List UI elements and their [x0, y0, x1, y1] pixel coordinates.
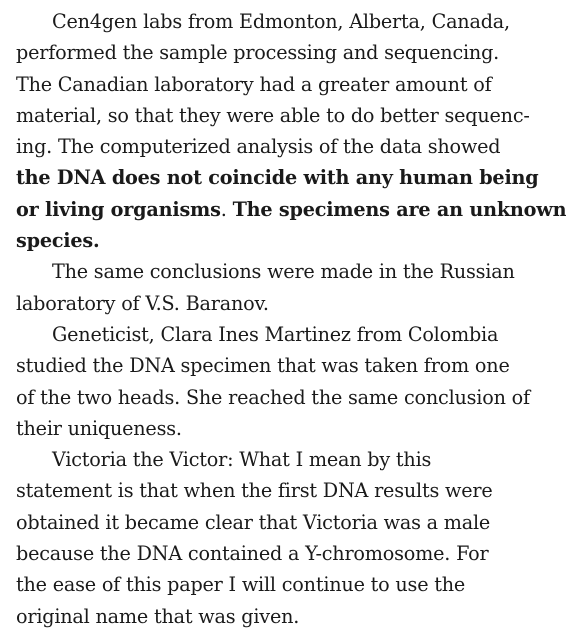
- paragraph-russian-lab: [16, 256, 527, 319]
- emphasis-text: or living organisms: [16, 197, 221, 221]
- text-line: Cen4gen labs from Edmonton, Alberta, Canada,: [52, 10, 510, 33]
- text-line: The same conclusions were made in the Russian: [52, 260, 515, 284]
- text-line: original name that was given.: [16, 604, 300, 628]
- emphasis-text: The specimens are an unknown: [232, 197, 566, 221]
- text-line: Victoria the Victor: What I mean by this: [52, 448, 432, 472]
- text-line: studied the DNA specimen that was taken from one: [16, 354, 510, 378]
- paragraph-cen4gen: [16, 6, 566, 256]
- emphasis-line-mixed: [16, 194, 566, 225]
- text-line: statement is that when the first DNA results were: [16, 479, 493, 503]
- text-line: ing. The computerized analysis of the data showed: [16, 135, 501, 159]
- paragraph-victoria: [16, 444, 527, 632]
- emphasis-line: the DNA does not coincide with any human being: [16, 166, 539, 190]
- text-line: performed the sample processing and sequencing.: [16, 41, 500, 65]
- text-line: because the DNA contained a Y-chromosome. For: [16, 542, 489, 566]
- text-line: The Canadian laboratory had a greater amount of: [16, 72, 492, 96]
- text-line: of the two heads. She reached the same conclusion of: [16, 385, 530, 409]
- paragraph-colombia: [16, 319, 530, 444]
- text-line: the ease of this paper I will continue to use the: [16, 573, 466, 597]
- text-line: laboratory of V.S. Baranov.: [16, 291, 269, 315]
- period-text: .: [220, 197, 233, 221]
- text-line: obtained it became clear that Victoria was a male: [16, 510, 491, 534]
- text-line: material, so that they were able to do better sequenc-: [16, 103, 530, 127]
- emphasis-line: species.: [16, 229, 100, 253]
- text-line: Geneticist, Clara Ines Martinez from Colombia: [52, 322, 499, 346]
- text-line: their uniqueness.: [16, 416, 182, 440]
